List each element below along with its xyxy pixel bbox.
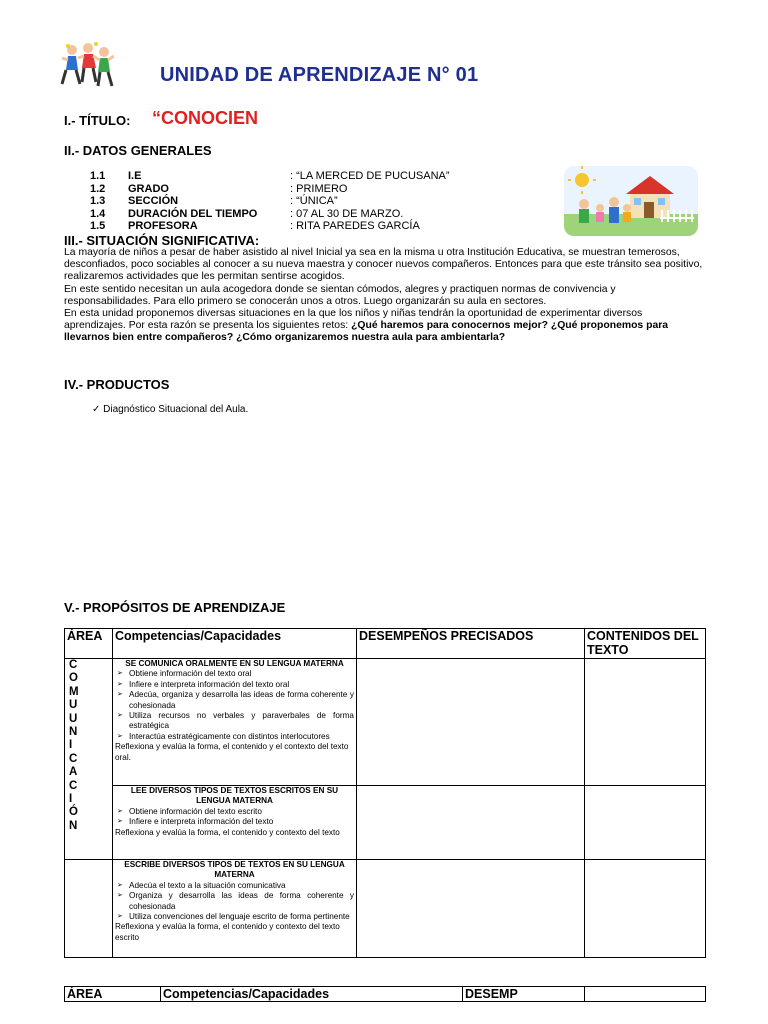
competencia-cell: LEE DIVERSOS TIPOS DE TEXTOS ESCRITOS EN SU LENGUA MATERNA ➢ Obtiene información del texto escrito ➢ Infiere e interpreta información del texto Reflexiona y evalúa la forma, el contenido y contexto del texto <box>113 786 357 860</box>
header-competencias: Competencias/Capacidades <box>113 629 357 659</box>
header-desemp: DESEMP <box>463 987 585 1002</box>
datos-generales-heading: II.- DATOS GENERALES <box>64 143 212 158</box>
situacion-paragraph-3: En esta unidad proponemos diversas situaciones en la que los niños y niñas tendrán la oportunidad de experimentar diversos aprendizajes. Por esta razón se presenta los siguientes retos: ¿Qué haremos para conocernos mejor? ¿Qué proponemos para llevarnos bien entre compañeros? ¿Cómo organizaremos nuestra aula para ambientarla? <box>64 308 669 344</box>
check-icon: ✓ <box>92 404 101 415</box>
situacion-paragraph-1: La mayoría de niños a pesar de haber asistido al nivel Inicial ya sea en la misma u otra Institución Educativa, se muestran temerosos, desconfiados, poco sociables al conocer a su nueva maestra y conocer nuevos compañeros. Entonces para que este tránsito sea positivo, realizaremos actividades que les permitan sentirse acogidos. <box>64 247 703 283</box>
table-header-row <box>65 987 706 1002</box>
producto-item <box>92 404 248 415</box>
contenidos-cell <box>585 860 706 958</box>
titulo-value: “CONOCIEN <box>152 108 259 128</box>
contenidos-cell <box>585 786 706 860</box>
contenidos-cell <box>585 659 706 786</box>
family-house-illustration <box>564 166 698 236</box>
kids-dancing-logo <box>60 40 114 90</box>
table-header-row <box>65 629 706 659</box>
propositos-heading: V.- PROPÓSITOS DE APRENDIZAJE <box>64 600 286 615</box>
table-row <box>65 786 706 860</box>
competencia-cell: ESCRIBE DIVERSOS TIPOS DE TEXTOS EN SU LENGUA MATERNA ➢ Adecúa el texto a la situación comunicativa ➢ Organiza y desarrolla las ideas de forma coherente y cohesionada ➢ Utiliza convenciones del lenguaje escrito de forma pertinente Reflexiona y evalúa la forma, el contenido y contexto del texto escrito <box>113 860 357 958</box>
desempenos-cell <box>357 659 585 786</box>
table-row <box>65 659 706 786</box>
titulo-label: I.- TÍTULO: <box>64 113 131 128</box>
page-title: UNIDAD DE APRENDIZAJE N° 01 <box>160 64 479 86</box>
header-area: ÁREA <box>65 629 113 659</box>
header-competencias: Competencias/Capacidades <box>161 987 463 1002</box>
header-area: ÁREA <box>65 987 161 1002</box>
table-row <box>65 860 706 958</box>
second-table <box>64 986 706 1002</box>
situacion-paragraph-2: En este sentido necesitan un aula acogedora donde se sientan cómodos, alegres y practiquen normas de convivencia y responsabilidades. Para ello primero se conocerán unos a otros. Luego organizarán su aula en sectores. <box>64 283 616 307</box>
area-cell-empty <box>65 860 113 958</box>
header-empty <box>585 987 706 1002</box>
desempenos-cell <box>357 786 585 860</box>
desempenos-cell <box>357 860 585 958</box>
header-contenidos: CONTENIDOS DEL TEXTO <box>585 629 706 659</box>
productos-heading: IV.- PRODUCTOS <box>64 377 170 392</box>
propositos-table <box>64 628 706 958</box>
datos-generales-list: 1.1 I.E : “LA MERCED DE PUCUSANA” 1.2 GRADO : PRIMERO 1.3 SECCIÓN : “ÚNICA” 1.4 DURACIÓN DEL TIEMPO : 07 AL 30 DE MARZO. 1.5 PROFESORA : RITA PAREDES GARCÍA <box>90 170 450 232</box>
area-cell: C O M U U N I C A C I Ó N <box>65 659 113 860</box>
competencia-cell: SE COMUNICA ORALMENTE EN SU LENGUA MATERNA ➢ Obtiene información del texto oral ➢ Infiere e interpreta información del texto oral ➢ Adecúa, organiza y desarrolla las ideas de forma coherente y cohesionada ➢ Utiliza recursos no verbales y paraverbales de forma estratégica ➢ Interactúa estratégicamente con distintos interlocutores Reflexiona y evalúa la forma, el contenido y el contexto del texto oral. <box>113 659 357 786</box>
producto-text: Diagnóstico Situacional del Aula. <box>103 404 249 415</box>
header-desempenos: DESEMPEÑOS PRECISADOS <box>357 629 585 659</box>
situacion-heading: III.- SITUACIÓN SIGNIFICATIVA: <box>64 233 260 248</box>
situacion-text <box>64 247 704 345</box>
